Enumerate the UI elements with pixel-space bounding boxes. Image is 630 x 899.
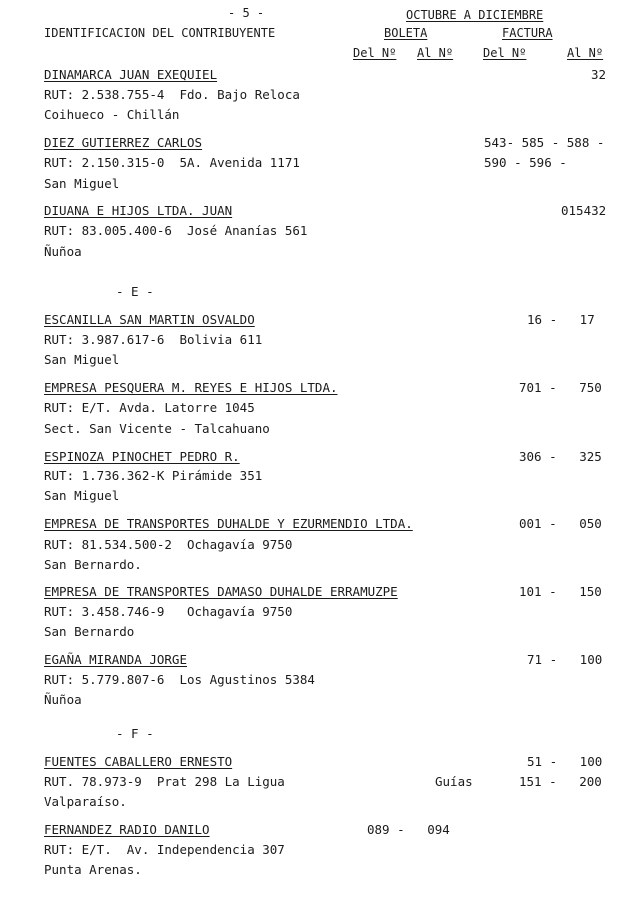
factura-range: 001 - 050 <box>519 516 602 531</box>
entry-name: FERNANDEZ RADIO DANILO <box>44 822 210 837</box>
boleta-del-col: Del Nº <box>353 46 397 60</box>
factura-range: 71 - 100 <box>527 652 603 667</box>
entry-city: San Miguel <box>44 352 120 367</box>
entry-rut: RUT: 2.538.755-4 Fdo. Bajo Reloca <box>44 87 300 102</box>
entry-city: Punta Arenas. <box>44 862 142 877</box>
entry-city: Valparaíso. <box>44 794 127 809</box>
entry-city: San Miguel <box>44 176 120 191</box>
entry-city: San Miguel <box>44 488 120 503</box>
entry-city: San Bernardo. <box>44 557 142 572</box>
entry-name: DINAMARCA JUAN EXEQUIEL <box>44 67 218 82</box>
period-title: OCTUBRE A DICIEMBRE <box>406 8 544 22</box>
factura-range: 701 - 750 <box>519 380 602 395</box>
page-number: - 5 - <box>228 6 265 20</box>
entry-name: EMPRESA DE TRANSPORTES DUHALDE Y EZURMENDIO LTDA. <box>44 516 413 531</box>
factura-range: 101 - 150 <box>519 584 602 599</box>
entry-rut: RUT. 78.973-9 Prat 298 La Ligua <box>44 774 285 789</box>
entry-city: Ñuñoa <box>44 692 82 707</box>
entry-city: Coihueco - Chillán <box>44 107 180 122</box>
factura-range: 51 - 100 <box>527 754 603 769</box>
factura-al-col: Al Nº <box>567 46 604 60</box>
entry-rut: RUT: 81.534.500-2 Ochagavía 9750 <box>44 537 293 552</box>
boleta-range: 089 - 094 <box>367 822 450 837</box>
entry-rut: RUT: 3.458.746-9 Ochagavía 9750 <box>44 604 293 619</box>
entry-name: EGAÑA MIRANDA JORGE <box>44 652 187 667</box>
guias-note: Guías <box>435 774 473 789</box>
factura-del-col: Del Nº <box>483 46 527 60</box>
entry-city: San Bernardo <box>44 624 135 639</box>
entry-rut: RUT: 2.150.315-0 5A. Avenida 1171 <box>44 155 300 170</box>
factura-header: FACTURA <box>502 26 553 40</box>
entry-rut: RUT: 5.779.807-6 Los Agustinos 5384 <box>44 672 315 687</box>
boleta-header: BOLETA <box>384 26 428 40</box>
factura-range: 16 - 17 <box>527 312 595 327</box>
section-letter-e: - E - <box>116 284 154 299</box>
factura-range: 590 - 596 - <box>484 155 567 170</box>
factura-number: 32 <box>591 67 607 82</box>
entry-rut: RUT: 83.005.400-6 José Ananías 561 <box>44 223 308 238</box>
entry-name: EMPRESA PESQUERA M. REYES E HIJOS LTDA. <box>44 380 338 395</box>
entry-name: DIEZ GUTIERREZ CARLOS <box>44 135 203 150</box>
entry-name: DIUANA E HIJOS LTDA. JUAN <box>44 203 233 218</box>
factura-range: 151 - 200 <box>519 774 602 789</box>
factura-number: 015432 <box>561 203 607 218</box>
boleta-al-col: Al Nº <box>417 46 454 60</box>
entry-rut: RUT: 3.987.617-6 Bolivia 611 <box>44 332 263 347</box>
entry-city: Sect. San Vicente - Talcahuano <box>44 421 270 436</box>
entry-name: ESCANILLA SAN MARTIN OSVALDO <box>44 312 255 327</box>
factura-range: 543- 585 - 588 - <box>484 135 605 150</box>
entry-city: Ñuñoa <box>44 244 82 259</box>
entry-name: EMPRESA DE TRANSPORTES DAMASO DUHALDE ERRAMUZPE <box>44 584 398 599</box>
entry-name: FUENTES CABALLERO ERNESTO <box>44 754 233 769</box>
entry-rut: RUT: E/T. Av. Independencia 307 <box>44 842 285 857</box>
entry-name: ESPINOZA PINOCHET PEDRO R. <box>44 449 240 464</box>
identification-header: IDENTIFICACION DEL CONTRIBUYENTE <box>44 26 276 40</box>
entry-rut: RUT: E/T. Avda. Latorre 1045 <box>44 400 255 415</box>
entry-rut: RUT: 1.736.362-K Pirámide 351 <box>44 468 263 483</box>
factura-range: 306 - 325 <box>519 449 602 464</box>
section-letter-f: - F - <box>116 726 154 741</box>
